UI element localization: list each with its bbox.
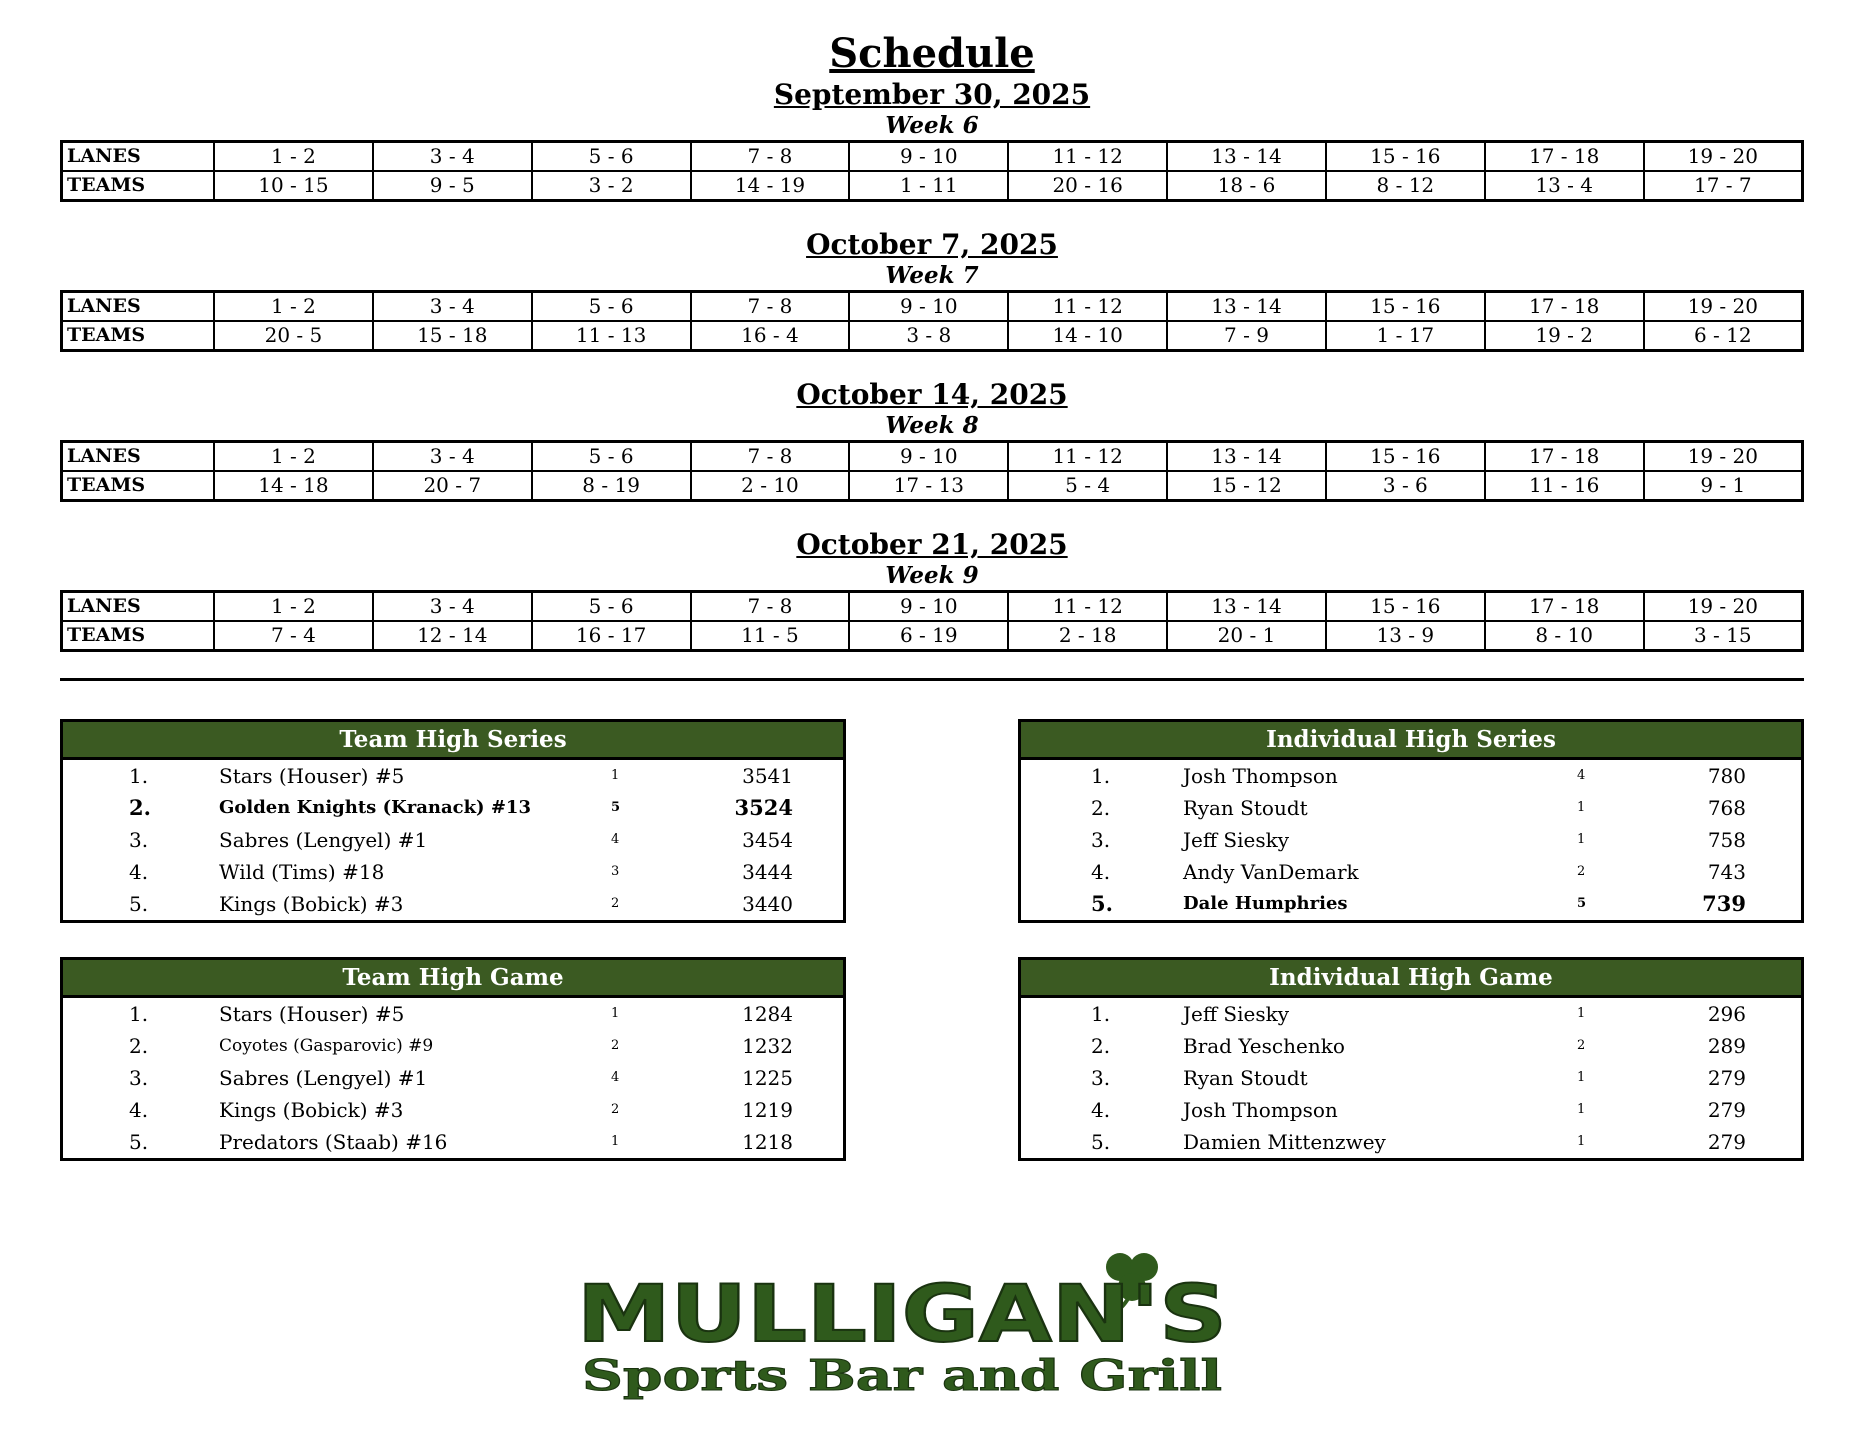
lane-cell: 3 - 4: [373, 292, 532, 322]
team-matchup-cell: 20 - 7: [373, 471, 532, 501]
lanes-label: LANES: [62, 142, 215, 172]
team-matchup-cell: 14 - 19: [691, 171, 850, 201]
schedule-week-block: [60, 78, 1804, 202]
team-matchup-cell: 17 - 13: [849, 471, 1008, 501]
stat-week: 3: [611, 864, 620, 879]
stat-week: 1: [1577, 1070, 1586, 1085]
stat-score: 3524: [734, 795, 793, 820]
team-high-game-header: Team High Game: [63, 960, 843, 998]
stat-rank: 2.: [1091, 796, 1111, 820]
stat-rank: 5.: [1091, 891, 1113, 916]
lane-cell: 13 - 14: [1167, 442, 1326, 472]
schedule-week-label: Week 7: [885, 262, 979, 289]
lanes-row: [62, 592, 1803, 622]
team-matchup-cell: 6 - 12: [1644, 321, 1803, 351]
stat-score: 3444: [742, 860, 793, 884]
lane-cell: 19 - 20: [1644, 292, 1803, 322]
team-matchup-cell: 13 - 4: [1485, 171, 1644, 201]
lane-cell: 1 - 2: [214, 142, 373, 172]
stat-score: 1225: [742, 1066, 793, 1090]
teams-row: [62, 171, 1803, 201]
stat-row: [63, 1030, 843, 1062]
stat-name: Sabres (Lengyel) #1: [219, 828, 428, 852]
team-matchup-cell: 20 - 16: [1008, 171, 1167, 201]
lane-cell: 5 - 6: [532, 142, 691, 172]
team-matchup-cell: 9 - 5: [373, 171, 532, 201]
stat-score: 3541: [742, 764, 793, 788]
team-matchup-cell: 13 - 9: [1326, 621, 1485, 651]
lane-cell: 3 - 4: [373, 592, 532, 622]
stat-week: 2: [1577, 1038, 1586, 1053]
team-matchup-cell: 19 - 2: [1485, 321, 1644, 351]
lanes-row: [62, 442, 1803, 472]
stat-row: [1021, 1030, 1801, 1062]
stat-score: 279: [1707, 1098, 1746, 1122]
lane-cell: 11 - 12: [1008, 592, 1167, 622]
team-matchup-cell: 14 - 18: [214, 471, 373, 501]
teams-label: TEAMS: [62, 621, 215, 651]
lane-cell: 19 - 20: [1644, 142, 1803, 172]
individual-high-game-table: [1018, 957, 1804, 1161]
stat-week: 5: [1577, 896, 1587, 911]
stat-name: Damien Mittenzwey: [1183, 1130, 1386, 1154]
lanes-label: LANES: [62, 592, 215, 622]
stat-name: Andy VanDemark: [1183, 860, 1359, 884]
stat-score: 758: [1707, 828, 1746, 852]
team-matchup-cell: 8 - 19: [532, 471, 691, 501]
stat-row: [63, 824, 843, 856]
stat-score: 739: [1702, 891, 1746, 916]
team-matchup-cell: 7 - 9: [1167, 321, 1326, 351]
stat-row: [63, 1062, 843, 1094]
lane-cell: 9 - 10: [849, 142, 1008, 172]
lane-cell: 15 - 16: [1326, 142, 1485, 172]
stat-week: 2: [1577, 864, 1586, 879]
schedule-section: [60, 78, 1804, 652]
schedule-date: October 21, 2025: [796, 528, 1068, 561]
lane-cell: 17 - 18: [1485, 292, 1644, 322]
stat-rank: 4.: [1091, 860, 1111, 884]
lane-cell: 15 - 16: [1326, 292, 1485, 322]
lane-cell: 19 - 20: [1644, 592, 1803, 622]
stat-rank: 2.: [1091, 1034, 1111, 1058]
lane-cell: 7 - 8: [691, 292, 850, 322]
team-matchup-cell: 3 - 8: [849, 321, 1008, 351]
stat-rank: 3.: [129, 828, 149, 852]
lane-cell: 13 - 14: [1167, 142, 1326, 172]
team-matchup-cell: 7 - 4: [214, 621, 373, 651]
stat-row: [1021, 824, 1801, 856]
lane-cell: 3 - 4: [373, 442, 532, 472]
lane-cell: 11 - 12: [1008, 142, 1167, 172]
stat-score: 768: [1707, 796, 1746, 820]
team-matchup-cell: 2 - 10: [691, 471, 850, 501]
stat-week: 4: [611, 832, 620, 847]
team-matchup-cell: 18 - 6: [1167, 171, 1326, 201]
stat-week: 1: [1577, 1102, 1586, 1117]
lane-cell: 7 - 8: [691, 442, 850, 472]
stat-week: 1: [611, 768, 620, 783]
stat-score: 279: [1707, 1130, 1746, 1154]
team-matchup-cell: 15 - 18: [373, 321, 532, 351]
team-matchup-cell: 11 - 16: [1485, 471, 1644, 501]
team-matchup-cell: 6 - 19: [849, 621, 1008, 651]
schedule-week-block: [60, 378, 1804, 502]
lane-cell: 7 - 8: [691, 142, 850, 172]
stat-name: Golden Knights (Kranack) #13: [219, 797, 531, 818]
stat-rank: 1.: [1091, 764, 1111, 788]
schedule-week-label: Week 8: [885, 412, 979, 439]
stat-row: [1021, 1062, 1801, 1094]
mulligans-logo: [572, 1245, 1232, 1400]
stat-name: Predators (Staab) #16: [219, 1130, 448, 1154]
stat-score: 1284: [742, 1002, 793, 1026]
team-matchup-cell: 1 - 17: [1326, 321, 1485, 351]
team-matchup-cell: 5 - 4: [1008, 471, 1167, 501]
team-high-series-header: Team High Series: [63, 722, 843, 760]
stat-rank: 4.: [1091, 1098, 1111, 1122]
stat-week: 1: [1577, 1134, 1586, 1149]
lane-cell: 9 - 10: [849, 592, 1008, 622]
team-matchup-cell: 16 - 17: [532, 621, 691, 651]
team-matchup-cell: 10 - 15: [214, 171, 373, 201]
stat-name: Josh Thompson: [1183, 1098, 1338, 1122]
stat-score: 3440: [742, 892, 793, 916]
stat-week: 1: [1577, 800, 1586, 815]
stat-rank: 5.: [129, 1130, 149, 1154]
schedule-table: [60, 440, 1804, 502]
team-matchup-cell: 3 - 2: [532, 171, 691, 201]
schedule-table: [60, 290, 1804, 352]
team-matchup-cell: 9 - 1: [1644, 471, 1803, 501]
teams-label: TEAMS: [62, 321, 215, 351]
stat-rank: 3.: [129, 1066, 149, 1090]
teams-row: [62, 621, 1803, 651]
schedule-date: October 14, 2025: [796, 378, 1068, 411]
stat-name: Jeff Siesky: [1183, 1002, 1290, 1026]
stat-row: [1021, 792, 1801, 824]
stat-name: Kings (Bobick) #3: [219, 1098, 404, 1122]
lane-cell: 19 - 20: [1644, 442, 1803, 472]
lane-cell: 3 - 4: [373, 142, 532, 172]
stat-name: Ryan Stoudt: [1183, 1066, 1308, 1090]
lane-cell: 17 - 18: [1485, 442, 1644, 472]
team-high-game-table: [60, 957, 846, 1161]
stat-row: [63, 856, 843, 888]
team-matchup-cell: 15 - 12: [1167, 471, 1326, 501]
stat-name: Ryan Stoudt: [1183, 796, 1308, 820]
stat-row: [63, 792, 843, 824]
stat-score: 743: [1707, 860, 1746, 884]
stat-name: Stars (Houser) #5: [219, 1002, 405, 1026]
team-high-series-table: [60, 719, 846, 923]
stat-row: [63, 888, 843, 920]
stat-name: Sabres (Lengyel) #1: [219, 1066, 428, 1090]
schedule-week-block: [60, 228, 1804, 352]
stat-rank: 1.: [1091, 1002, 1111, 1026]
team-matchup-cell: 17 - 7: [1644, 171, 1803, 201]
stat-row: [1021, 760, 1801, 792]
lane-cell: 1 - 2: [214, 292, 373, 322]
stat-row: [63, 1094, 843, 1126]
lane-cell: 13 - 14: [1167, 592, 1326, 622]
stat-row: [1021, 856, 1801, 888]
schedule-week-label: Week 9: [885, 562, 979, 589]
stat-row: [63, 760, 843, 792]
teams-row: [62, 471, 1803, 501]
individual-high-series-header: Individual High Series: [1021, 722, 1801, 760]
stats-section: [60, 719, 1804, 1219]
stat-name: Jeff Siesky: [1183, 828, 1290, 852]
stat-week: 2: [611, 1102, 620, 1117]
stat-name: Josh Thompson: [1183, 764, 1338, 788]
lanes-row: [62, 142, 1803, 172]
stat-row: [1021, 998, 1801, 1030]
lanes-label: LANES: [62, 292, 215, 322]
page-title: Schedule: [829, 30, 1035, 77]
team-matchup-cell: 1 - 11: [849, 171, 1008, 201]
schedule-week-label: Week 6: [885, 112, 979, 139]
stat-week: 4: [611, 1070, 620, 1085]
lane-cell: 5 - 6: [532, 442, 691, 472]
stat-score: 296: [1707, 1002, 1746, 1026]
stat-week: 1: [611, 1006, 620, 1021]
team-matchup-cell: 20 - 5: [214, 321, 373, 351]
lane-cell: 15 - 16: [1326, 592, 1485, 622]
stat-name: Coyotes (Gasparovic) #9: [219, 1036, 434, 1056]
team-matchup-cell: 11 - 5: [691, 621, 850, 651]
stat-rank: 2.: [129, 795, 151, 820]
lane-cell: 17 - 18: [1485, 142, 1644, 172]
team-matchup-cell: 20 - 1: [1167, 621, 1326, 651]
stat-score: 3454: [742, 828, 793, 852]
lane-cell: 5 - 6: [532, 292, 691, 322]
lanes-row: [62, 292, 1803, 322]
stat-rank: 4.: [129, 1098, 149, 1122]
teams-label: TEAMS: [62, 171, 215, 201]
team-matchup-cell: 8 - 12: [1326, 171, 1485, 201]
stat-name: Brad Yeschenko: [1183, 1034, 1345, 1058]
lane-cell: 1 - 2: [214, 592, 373, 622]
schedule-week-block: [60, 528, 1804, 652]
schedule-date: September 30, 2025: [773, 78, 1091, 111]
divider: [60, 678, 1804, 681]
stat-name: Kings (Bobick) #3: [219, 892, 404, 916]
stat-rank: 5.: [1091, 1130, 1111, 1154]
lane-cell: 9 - 10: [849, 292, 1008, 322]
lane-cell: 11 - 12: [1008, 442, 1167, 472]
stat-week: 1: [1577, 1006, 1586, 1021]
stat-week: 4: [1577, 768, 1586, 783]
team-matchup-cell: 3 - 6: [1326, 471, 1485, 501]
team-matchup-cell: 12 - 14: [373, 621, 532, 651]
stat-score: 1232: [742, 1034, 793, 1058]
stat-rank: 3.: [1091, 1066, 1111, 1090]
stat-week: 5: [611, 800, 621, 815]
lane-cell: 15 - 16: [1326, 442, 1485, 472]
lanes-label: LANES: [62, 442, 215, 472]
lane-cell: 7 - 8: [691, 592, 850, 622]
lane-cell: 1 - 2: [214, 442, 373, 472]
team-matchup-cell: 16 - 4: [691, 321, 850, 351]
teams-row: [62, 321, 1803, 351]
team-matchup-cell: 11 - 13: [532, 321, 691, 351]
stat-score: 1219: [742, 1098, 793, 1122]
page: [60, 0, 1804, 1219]
stat-week: 1: [611, 1134, 620, 1149]
svg-text:Sports Bar and Grill: Sports Bar and Grill: [582, 1351, 1222, 1400]
stat-rank: 1.: [129, 764, 149, 788]
individual-high-series-table: [1018, 719, 1804, 923]
stat-name: Stars (Houser) #5: [219, 764, 405, 788]
lane-cell: 9 - 10: [849, 442, 1008, 472]
stat-row: [1021, 1094, 1801, 1126]
stat-score: 279: [1707, 1066, 1746, 1090]
teams-label: TEAMS: [62, 471, 215, 501]
stat-row: [1021, 1126, 1801, 1158]
stat-rank: 3.: [1091, 828, 1111, 852]
stat-score: 780: [1707, 764, 1746, 788]
individual-high-game-header: Individual High Game: [1021, 960, 1801, 998]
stat-week: 2: [611, 896, 620, 911]
stat-name: Dale Humphries: [1183, 893, 1348, 914]
schedule-table: [60, 140, 1804, 202]
stat-name: Wild (Tims) #18: [219, 860, 385, 884]
lane-cell: 13 - 14: [1167, 292, 1326, 322]
stat-row: [63, 998, 843, 1030]
team-matchup-cell: 8 - 10: [1485, 621, 1644, 651]
stat-score: 289: [1707, 1034, 1746, 1058]
stat-week: 2: [611, 1038, 620, 1053]
schedule-table: [60, 590, 1804, 652]
team-matchup-cell: 14 - 10: [1008, 321, 1167, 351]
team-matchup-cell: 2 - 18: [1008, 621, 1167, 651]
stat-score: 1218: [742, 1130, 793, 1154]
stat-rank: 1.: [129, 1002, 149, 1026]
stat-rank: 4.: [129, 860, 149, 884]
stat-week: 1: [1577, 832, 1586, 847]
stat-row: [1021, 888, 1801, 920]
schedule-date: October 7, 2025: [806, 228, 1058, 261]
stat-row: [63, 1126, 843, 1158]
team-matchup-cell: 3 - 15: [1644, 621, 1803, 651]
stat-rank: 2.: [129, 1034, 149, 1058]
lane-cell: 5 - 6: [532, 592, 691, 622]
stat-rank: 5.: [129, 892, 149, 916]
lane-cell: 11 - 12: [1008, 292, 1167, 322]
lane-cell: 17 - 18: [1485, 592, 1644, 622]
svg-text:MULLIGAN'S: MULLIGAN'S: [577, 1270, 1227, 1360]
